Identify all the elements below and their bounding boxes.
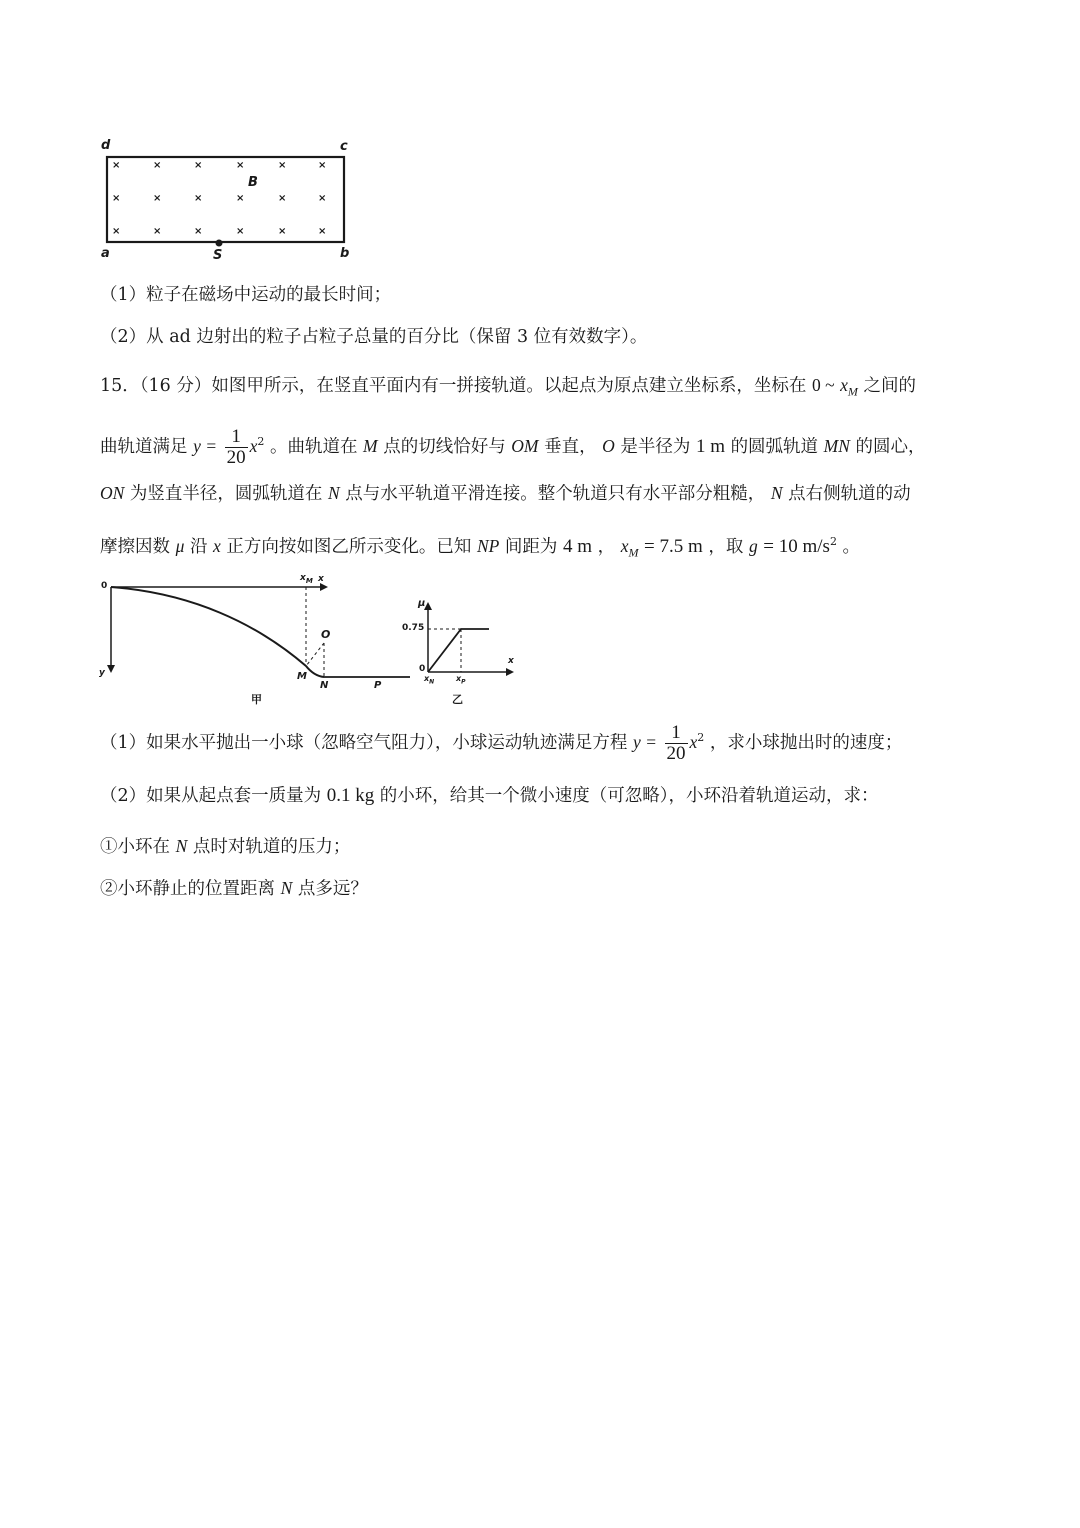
field-cross: × — [278, 160, 287, 171]
field-b-label: B — [248, 175, 258, 190]
q14-part1: （1）粒子在磁场中运动的最长时间； — [100, 285, 392, 305]
y-axis-arrow — [107, 665, 115, 673]
figure-caption-jia: 甲 — [251, 693, 262, 706]
curved-track — [111, 587, 306, 666]
mu-max-label: 0.75 — [402, 623, 425, 633]
field-cross: × — [153, 193, 162, 204]
magnetic-field-figure — [96, 138, 366, 268]
field-cross: × — [236, 226, 245, 237]
field-boundary — [107, 157, 344, 242]
fraction: $\frac{1}{20}$ — [226, 425, 246, 468]
x-axis-arrow — [320, 583, 328, 591]
q15-line3: ON 为竖直半径，圆弧轨道在 N 点与水平轨道平滑连接。整个轨道只有水平部分粗糙， N 点右侧轨道的动 — [100, 483, 911, 504]
source-s-label: S — [213, 248, 223, 263]
field-cross: × — [278, 193, 287, 204]
arc-track — [306, 666, 324, 677]
q15-heading: 15．（16 分）如图甲所示，在竖直平面内有一拼接轨道。以起点为原点建立坐标系，坐标在 0 ~ $x_M$ 之间的 — [100, 375, 916, 399]
field-cross: × — [153, 160, 162, 171]
corner-d-label: d — [101, 138, 111, 153]
q14-part2: （2）从 ad 边射出的粒子占粒子总量的百分比（保留 3 位有效数字）。 — [100, 327, 648, 347]
field-cross: × — [112, 226, 121, 237]
fraction: $\frac{1}{20}$ — [666, 721, 686, 764]
field-cross: × — [194, 226, 203, 237]
field-cross: × — [112, 160, 121, 171]
field-cross: × — [153, 226, 162, 237]
radius-om — [306, 643, 324, 666]
friction-graph-svg — [414, 598, 524, 708]
origin-label: 0 — [101, 581, 108, 591]
friction-graph-yi — [402, 598, 524, 708]
q15-part1: （1）如果水平抛出一小球（忽略空气阻力），小球运动轨迹满足方程 y = $\frac{1}{20}$ $x^2$ ，求小球抛出时的速度； — [100, 721, 903, 764]
q15-part2: （2）如果从起点套一质量为 0.1 kg 的小环，给其一个微小速度（可忽略），小环沿着轨道运动，求： — [100, 785, 879, 806]
field-cross: × — [318, 226, 327, 237]
point-m-label: M — [297, 671, 307, 682]
field-cross: × — [194, 160, 203, 171]
origin-label: 0 — [419, 664, 426, 674]
q15-line2: 曲轨道满足 y = $\frac{1}{20}$ $x^2$ 。曲轨道在 M 点的切线恰好与 OM 垂直， O 是半径为 1 m 的圆弧轨道 MN 的圆心， — [100, 425, 926, 468]
xp-label: $x_P$ — [456, 674, 466, 686]
corner-b-label: b — [340, 246, 350, 261]
point-o-label: O — [321, 628, 331, 641]
x-axis-arrow — [506, 668, 514, 676]
field-cross: × — [236, 193, 245, 204]
field-cross: × — [278, 226, 287, 237]
xm-label: $x_M$ — [300, 573, 313, 585]
corner-c-label: c — [340, 139, 348, 154]
source-point — [216, 240, 223, 247]
point-p-label: P — [374, 680, 382, 691]
field-cross: × — [236, 160, 245, 171]
y-axis-label: y — [99, 668, 105, 678]
field-cross: × — [112, 193, 121, 204]
field-cross: × — [318, 193, 327, 204]
q15-line4: 摩擦因数 μ 沿 x 正方向按如图乙所示变化。已知 NP 间距为 4 m ， $x_M = 7.5$ m ，取 g = 10 $m/s^2$ 。 — [100, 535, 861, 560]
mu-axis-label: μ — [418, 598, 426, 609]
field-cross: × — [194, 193, 203, 204]
figure-caption-yi: 乙 — [452, 693, 463, 706]
field-cross: × — [318, 160, 327, 171]
mu-curve — [428, 629, 489, 672]
q15-sub1: ①小环在 N 点时对轨道的压力； — [100, 836, 351, 857]
x-axis-label: x — [318, 574, 324, 584]
point-n-label: N — [320, 680, 329, 691]
xn-label: $x_N$ — [424, 674, 435, 686]
track-figure-jia — [96, 573, 426, 708]
x-axis-label: x — [508, 656, 514, 666]
corner-a-label: a — [101, 246, 110, 261]
q15-sub2: ②小环静止的位置距离 N 点多远？ — [100, 878, 368, 899]
